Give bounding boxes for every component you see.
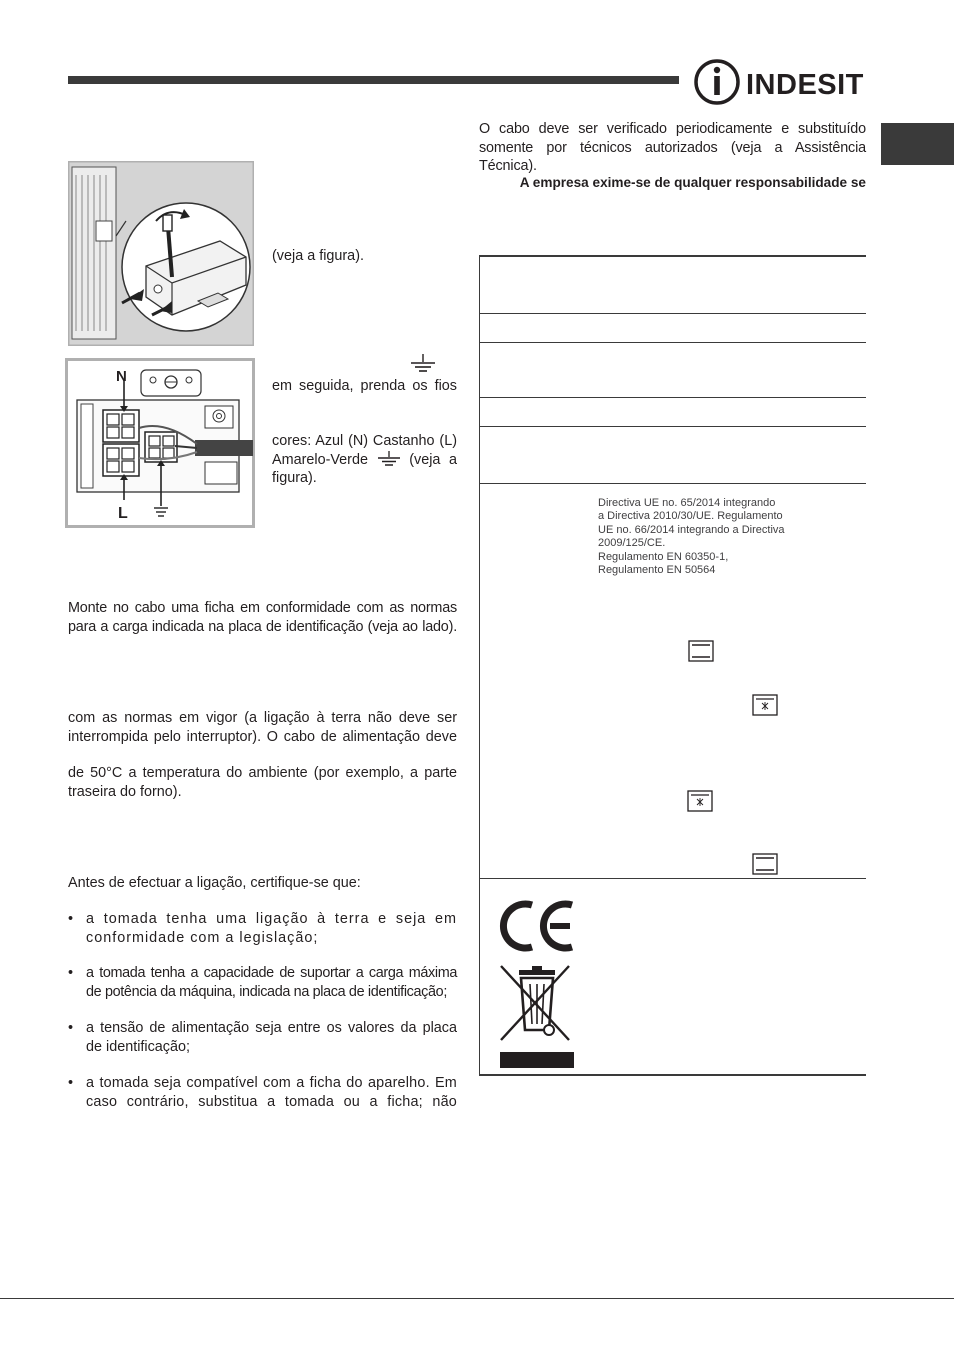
list-item <box>68 964 457 1001</box>
plug-note-text: Monte no cabo uma ficha em conformidade com as normas para a carga indicada na placa de identificação (veja ao lado). <box>68 600 457 635</box>
wire-colors-label: cores: Azul (N) Castanho (L) Amarelo-Verde <box>272 433 457 468</box>
regulation-line: Regulamento EN 60350-1, <box>598 550 729 563</box>
disclaimer-text: A empresa exime-se de qualquer responsabilidade se <box>519 175 866 190</box>
oven-static-icon <box>752 853 778 875</box>
table-bottom-rule <box>479 1074 866 1076</box>
bullet-text: a tomada seja compatível com a ficha do aparelho. Em caso contrário, substitua a tomada ou a ficha; não <box>86 1075 457 1110</box>
oven-static-icon <box>688 640 714 662</box>
bullet: • <box>68 911 75 927</box>
see-figure-caption-2: (veja a figura). <box>272 451 458 486</box>
indesit-logo-icon <box>694 58 870 106</box>
bullet-text: a tensão de alimentação seja entre os valores da placa de identificação; <box>86 1020 457 1055</box>
label-live: L <box>118 505 128 522</box>
regulations-text <box>598 497 828 577</box>
before-connect-text: Antes de efectuar a ligação, certifique-se que: <box>68 875 361 891</box>
table-row-divider <box>479 342 866 343</box>
regulation-line: Regulamento EN 50564 <box>598 564 716 577</box>
oven-fan-icon <box>752 694 778 716</box>
terminal-box-illustration <box>68 161 254 346</box>
table-row-divider <box>479 878 866 879</box>
wiring-diagram-illustration <box>65 358 255 528</box>
language-tab <box>881 123 954 165</box>
temperature-note-text: de 50°C a temperatura do ambiente (por exemplo, a parte traseira do forno). <box>68 765 457 800</box>
figure-wiring-diagram <box>65 358 255 528</box>
list-item <box>68 910 457 947</box>
bullet-text: a tomada tenha uma ligação à terra e seja em conformidade com a legislação; <box>86 911 457 946</box>
regulation-line: 2009/125/CE. <box>598 537 666 550</box>
table-left-rule <box>479 255 480 1076</box>
bullet: • <box>68 965 73 981</box>
switch-note-text: com as normas em vigor (a ligação à terra não deve ser interrompida pelo interruptor). O cabo de alimentação deve <box>68 710 457 745</box>
earth-ground-icon <box>377 451 401 467</box>
regulation-line: a Directiva 2010/30/UE. Regulamento <box>598 510 783 523</box>
list-item <box>68 1019 457 1056</box>
ce-mark-icon <box>498 897 576 955</box>
fasten-wires-text: em seguida, prenda os fios <box>272 378 457 394</box>
header-rule <box>68 76 679 84</box>
table-row-divider <box>479 313 866 314</box>
regulation-line: UE no. 66/2014 integrando a Directiva <box>598 523 785 536</box>
wire-colors-text <box>272 432 457 488</box>
bullet: • <box>68 1075 74 1091</box>
see-figure-caption-1: (veja a figura). <box>272 248 364 264</box>
brand-name: INDESIT <box>746 69 864 101</box>
cable-check-text: O cabo deve ser verificado periodicamente e substituído somente por técnicos autorizados (veja a Assistência Técnica). <box>479 121 866 174</box>
indesit-logo <box>694 58 870 106</box>
table-row-divider <box>479 483 866 484</box>
weee-bin-icon <box>499 962 575 1070</box>
table-row-divider <box>479 397 866 398</box>
footer-rule <box>0 1298 954 1299</box>
oven-fan-icon <box>687 790 713 812</box>
regulation-line: Directiva UE no. 65/2014 integrando <box>598 497 776 509</box>
figure-terminal-box-opening <box>68 161 254 346</box>
table-row-divider <box>479 426 866 427</box>
earth-ground-icon <box>410 353 436 375</box>
list-item <box>68 1074 457 1111</box>
label-neutral: N <box>116 368 127 385</box>
bullet: • <box>68 1020 74 1036</box>
bullet-text: a tomada tenha a capacidade de suportar a carga máxima de potência da máquina, indicada na placa de identificação; <box>86 965 457 1000</box>
table-top-rule <box>479 255 866 257</box>
